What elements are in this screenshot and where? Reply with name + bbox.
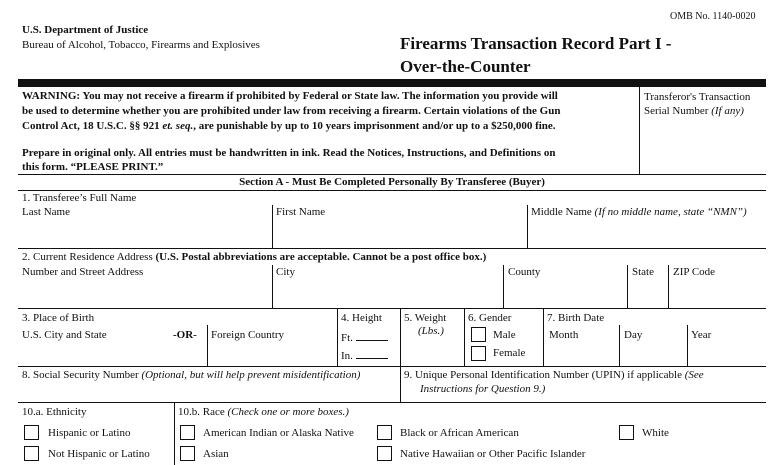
q10b-label: 10.b. Race (Check one or more boxes.) <box>178 406 349 418</box>
gender-female-checkbox[interactable] <box>471 346 486 361</box>
weight-unit: (Lbs.) <box>418 325 444 337</box>
omb-number: OMB No. 1140-0020 <box>670 11 756 22</box>
ssn-field[interactable] <box>20 384 398 401</box>
street-address-field[interactable] <box>20 281 270 307</box>
race-white-checkbox[interactable] <box>619 425 634 440</box>
race-native-american-label: American Indian or Alaska Native <box>203 427 354 439</box>
middle-name-label: Middle Name (If no middle name, state “NMN”) <box>531 206 747 218</box>
foreign-country-label: Foreign Country <box>211 329 285 341</box>
birth-month-label: Month <box>549 329 579 341</box>
birth-year-label: Year <box>691 329 712 341</box>
race-hawaiian-checkbox[interactable] <box>377 446 392 461</box>
q8-label: 8. Social Security Number (Optional, but will help prevent misidentification) <box>22 369 361 381</box>
foreign-country-field[interactable] <box>209 343 335 365</box>
bureau-name: Bureau of Alcohol, Tobacco, Firearms and Explosives <box>22 39 260 51</box>
prepare-instructions-line1: Prepare in original only. All entries must be handwritten in ink. Read the Notices, Instructions, and Definitions on <box>22 147 556 159</box>
gender-male-label: Male <box>493 329 516 341</box>
first-name-label: First Name <box>276 206 326 218</box>
last-name-field[interactable] <box>20 220 270 247</box>
serial-number-label-line2: Serial Number (If any) <box>644 105 744 117</box>
or-separator: -OR- <box>173 329 197 341</box>
us-city-state-label: U.S. City and State <box>22 329 107 341</box>
height-feet: Ft. <box>341 331 388 345</box>
race-hawaiian-label: Native Hawaiian or Other Pacific Islander <box>400 448 586 460</box>
prepare-instructions-line2: this form. “PLEASE PRINT.” <box>22 161 164 173</box>
hispanic-latino-checkbox[interactable] <box>24 425 39 440</box>
state-field[interactable] <box>629 281 666 307</box>
birth-day-field[interactable] <box>621 343 685 365</box>
q5-label: 5. Weight <box>404 312 447 324</box>
us-city-state-field[interactable] <box>20 343 170 365</box>
race-black-label: Black or African American <box>400 427 519 439</box>
race-black-checkbox[interactable] <box>377 425 392 440</box>
warning-line3: Control Act, 18 U.S.C. §§ 921 et. seq., are punishable by up to 10 years imprisonment and/or up to a $250,000 fine. <box>22 120 556 132</box>
q10a-label: 10.a. Ethnicity <box>22 406 87 418</box>
height-inches: In. <box>341 349 388 363</box>
county-field[interactable] <box>505 281 625 307</box>
q4-label: 4. Height <box>341 312 382 324</box>
not-hispanic-latino-label: Not Hispanic or Latino <box>48 448 150 460</box>
q9-note: Instructions for Question 9.) <box>420 383 546 395</box>
middle-name-field[interactable] <box>529 220 765 247</box>
q2-label: 2. Current Residence Address (U.S. Postal abbreviations are acceptable. Cannot be a post office box.) <box>22 251 487 263</box>
race-native-american-checkbox[interactable] <box>180 425 195 440</box>
birth-year-field[interactable] <box>689 343 765 365</box>
form-title-line1: Firearms Transaction Record Part I - <box>400 34 672 53</box>
not-hispanic-latino-checkbox[interactable] <box>24 446 39 461</box>
first-name-field[interactable] <box>274 220 525 247</box>
hispanic-latino-label: Hispanic or Latino <box>48 427 131 439</box>
birth-day-label: Day <box>624 329 643 341</box>
race-asian-checkbox[interactable] <box>180 446 195 461</box>
form-title-line2: Over-the-Counter <box>400 57 531 76</box>
city-label: City <box>276 266 295 278</box>
serial-number-field[interactable] <box>641 120 765 172</box>
zip-code-field[interactable] <box>670 281 765 307</box>
county-label: County <box>508 266 541 278</box>
q3-label: 3. Place of Birth <box>22 312 95 324</box>
race-asian-label: Asian <box>203 448 229 460</box>
q7-label: 7. Birth Date <box>547 312 605 324</box>
serial-number-label: Transferor's Transaction <box>644 91 751 103</box>
q9-label: 9. Unique Personal Identification Number (UPIN) if applicable (See <box>404 369 704 381</box>
race-white-label: White <box>642 427 669 439</box>
warning-line1: WARNING: You may not receive a firearm if prohibited by Federal or State law. The information you provide will <box>22 90 558 102</box>
q6-label: 6. Gender <box>468 312 512 324</box>
section-a-heading: Section A - Must Be Completed Personally By Transferee (Buyer) <box>239 176 545 188</box>
city-field[interactable] <box>274 281 501 307</box>
birth-month-field[interactable] <box>545 343 617 365</box>
header-rule <box>18 79 766 87</box>
last-name-label: Last Name <box>22 206 70 218</box>
height-feet-field[interactable] <box>356 331 388 341</box>
state-label: State <box>632 266 654 278</box>
gender-female-label: Female <box>493 347 526 359</box>
weight-field[interactable] <box>402 339 462 365</box>
q1-label: 1. Transferee’s Full Name <box>22 192 137 204</box>
warning-line2: be used to determine whether you are prohibited under law from receiving a firearm. Certain violations of the Gun <box>22 105 561 117</box>
gender-male-checkbox[interactable] <box>471 327 486 342</box>
street-address-label: Number and Street Address <box>22 266 144 278</box>
zip-code-label: ZIP Code <box>673 266 716 278</box>
department-name: U.S. Department of Justice <box>22 24 149 36</box>
height-inches-field[interactable] <box>356 349 388 359</box>
